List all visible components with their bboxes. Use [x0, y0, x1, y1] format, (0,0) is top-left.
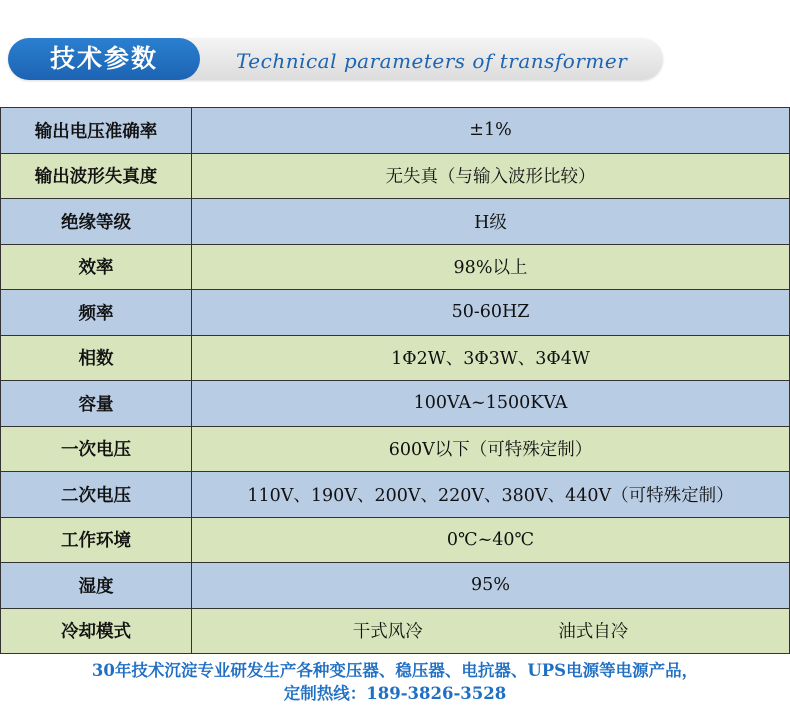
section-header	[0, 0, 790, 100]
row-label: 工作环境	[1, 517, 192, 563]
row-label: 二次电压	[1, 472, 192, 518]
row-value: 110V、190V、200V、220V、380V、440V（可特殊定制）	[192, 472, 790, 518]
table-row	[1, 381, 790, 427]
footer	[0, 659, 790, 705]
row-value: ±1%	[192, 108, 790, 154]
table-row	[1, 199, 790, 245]
row-value: 98%以上	[192, 244, 790, 290]
row-label: 湿度	[1, 563, 192, 609]
footer-tagline: 30年技术沉淀专业研发生产各种变压器、稳压器、电抗器、UPS电源等电源产品，	[91, 661, 699, 680]
parameters-table	[0, 107, 790, 654]
row-label: 效率	[1, 244, 192, 290]
table-row	[1, 608, 790, 654]
row-value: 无失真（与输入波形比较）	[192, 153, 790, 199]
row-value: 50-60HZ	[192, 290, 790, 336]
table-row	[1, 244, 790, 290]
row-label: 一次电压	[1, 426, 192, 472]
row-label: 输出波形失真度	[1, 153, 192, 199]
table-row	[1, 335, 790, 381]
row-value: 95%	[192, 563, 790, 609]
row-value: 1Φ2W、3Φ3W、3Φ4W	[192, 335, 790, 381]
footer-hotline: 定制热线：189-3826-3528	[283, 684, 507, 703]
table-row	[1, 153, 790, 199]
section-title: 技术参数	[8, 38, 200, 80]
row-label: 频率	[1, 290, 192, 336]
row-label: 输出电压准确率	[1, 108, 192, 154]
table-row	[1, 563, 790, 609]
row-value: 600V以下（可特殊定制）	[192, 426, 790, 472]
cooling-mode-dry: 干式风冷	[352, 622, 423, 643]
cooling-mode-oil: 油式自冷	[558, 622, 629, 643]
section-subtitle-en: Technical parameters of transformer	[236, 49, 628, 73]
row-label: 相数	[1, 335, 192, 381]
table-row	[1, 472, 790, 518]
row-value: 0℃~40℃	[192, 517, 790, 563]
table-row	[1, 108, 790, 154]
row-value: H级	[192, 199, 790, 245]
row-value: 100VA~1500KVA	[192, 381, 790, 427]
row-value-split	[192, 608, 790, 654]
row-label: 绝缘等级	[1, 199, 192, 245]
row-label: 冷却模式	[1, 608, 192, 654]
table-row	[1, 426, 790, 472]
row-label: 容量	[1, 381, 192, 427]
table-row	[1, 290, 790, 336]
table-row	[1, 517, 790, 563]
